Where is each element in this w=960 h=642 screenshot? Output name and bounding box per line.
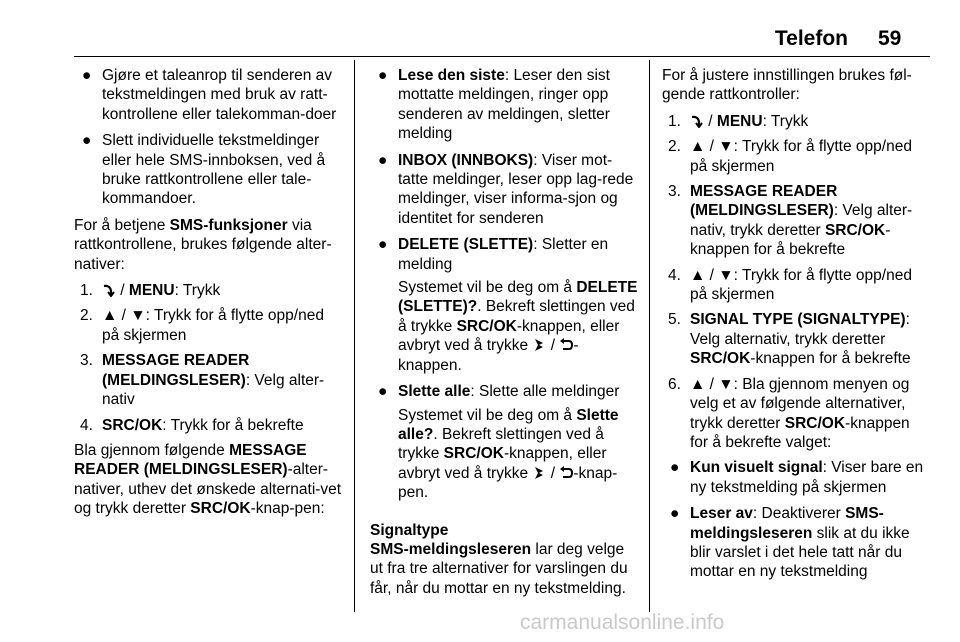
text: /	[705, 266, 719, 284]
text: . Bekreft slettingen ved å trykke	[398, 298, 635, 335]
text: : Viser bare en ny tekstmelding på skjermen	[690, 459, 924, 496]
step-1	[662, 112, 930, 131]
bold-term: Lese den siste	[398, 67, 505, 84]
step-2	[662, 137, 930, 176]
text: -knappen.	[398, 337, 579, 374]
text: /	[116, 282, 129, 300]
bold-term: MESSAGE READER (MELDINGSLESER)	[690, 183, 838, 220]
bullet-text: Slett individuelle tekstmeldinger eller hele SMS-innboksen, ved å bruke rattkontrollene eller tale-kommandoer.	[102, 132, 326, 208]
column-middle	[370, 66, 638, 605]
bold-term: Leser av	[690, 505, 753, 523]
text: : Trykk for å flytte opp/ned på skjermen	[690, 266, 912, 304]
step-3	[662, 182, 930, 260]
bold-term: DELETE (SLETTE)	[398, 236, 534, 254]
up-arrow-icon: ▲	[690, 266, 706, 284]
text: Bla gjennom følgende	[74, 441, 230, 459]
bold-term: SRC/OK	[456, 317, 517, 335]
text: : Trykk	[174, 282, 221, 300]
text: : Trykk for å bekrefte	[162, 416, 304, 434]
text: : Velg alter-nativ, trykk deretter	[690, 202, 913, 239]
text: /	[704, 112, 717, 130]
text: /	[705, 138, 719, 156]
down-arrow-icon: ▼	[130, 307, 146, 325]
list-item	[662, 458, 930, 497]
text: : Velg alter-nativ	[102, 371, 325, 409]
list-item	[662, 504, 930, 582]
step-6	[662, 375, 930, 453]
bold-term: SRC/OK	[784, 414, 846, 432]
down-arrow-icon: ▼	[718, 375, 734, 393]
text: /	[546, 337, 560, 355]
step-5	[662, 310, 930, 368]
bold-term: Slette alle?	[398, 406, 619, 443]
bold-term: MESSAGE READER (MELDINGSLESER)	[102, 352, 250, 389]
list-item	[74, 131, 342, 209]
mute-icon	[532, 466, 546, 480]
text: lar deg velge ut fra tre alternativer for varslingen du får, når du mottar en ny tekstmelding.	[370, 540, 628, 597]
watermark: carmanualsonline.info	[520, 611, 725, 634]
paragraph	[74, 441, 342, 519]
bold-term: SMS-meldingsleseren	[370, 540, 532, 558]
back-arrow-icon	[559, 466, 573, 480]
bullet: ●	[670, 459, 680, 477]
bullet: ●	[82, 67, 92, 84]
running-title: Telefon	[774, 27, 848, 50]
step-number: 1.	[80, 282, 93, 300]
bullet-text: Gjøre et taleanrop til senderen av tekstmeldingen med bruk av ratt-kontrollene eller talekomman-doer	[102, 67, 337, 123]
step-number: 3.	[80, 352, 93, 370]
column-left	[74, 66, 342, 526]
paragraph	[74, 216, 342, 274]
up-arrow-icon: ▲	[690, 138, 706, 156]
text: -knappen for å bekrefte	[690, 221, 891, 259]
text: via rattkontrollene, brukes følgende alter-nativer:	[74, 216, 332, 273]
bold-term: SRC/OK	[443, 445, 504, 463]
paragraph: For å justere innstillingen brukes føl-gende rattkontroller:	[662, 67, 912, 104]
text: : Trykk for å flytte opp/ned på skjermen	[690, 138, 912, 175]
bold-term: SMS-funksjoner	[169, 216, 288, 234]
up-arrow-icon: ▲	[690, 375, 706, 393]
step-3	[74, 351, 342, 409]
bold-term: MESSAGE READER (MELDINGSLESER)	[74, 441, 307, 479]
column-divider	[649, 60, 650, 612]
text: -knappen, eller avbryt ved å trykke	[398, 317, 620, 355]
bold-term: SRC/OK	[824, 221, 886, 239]
bold-term: SRC/OK	[190, 500, 251, 518]
bold-term: Kun visuelt signal	[690, 459, 823, 477]
bold-term: SIGNAL TYPE (SIGNALTYPE)	[690, 311, 906, 329]
text: : Deaktiverer	[752, 505, 846, 523]
sub-paragraph	[370, 278, 638, 375]
bold-term: INBOX (INNBOKS)	[398, 151, 534, 169]
text: -knap-pen.	[398, 464, 618, 502]
bold-term: DELETE (SLETTE)?	[398, 279, 638, 316]
text: : Trykk for å flytte opp/ned på skjermen	[102, 307, 324, 344]
step-number: 3.	[668, 183, 681, 201]
hook-arrow-icon	[690, 114, 704, 128]
down-arrow-icon: ▼	[718, 266, 734, 284]
step-number: 2.	[80, 307, 93, 325]
back-arrow-icon	[559, 338, 573, 352]
mute-icon	[532, 338, 546, 352]
step-2	[74, 306, 342, 345]
page-number: 59	[878, 27, 902, 50]
bullet: ●	[378, 236, 388, 254]
list-item	[370, 382, 638, 401]
step-number: 1.	[668, 112, 681, 130]
text: : Leser den sist mottatte meldingen, ringer opp senderen av meldingen, sletter melding	[398, 67, 610, 143]
sub-paragraph	[370, 406, 638, 503]
bullet: ●	[378, 383, 388, 401]
text: . Bekreft slettingen ved å trykke	[398, 425, 604, 463]
list-item	[370, 151, 638, 229]
paragraph	[370, 540, 638, 598]
hook-arrow-icon	[102, 283, 116, 297]
text: : Sletter en melding	[398, 236, 609, 273]
step-number: 5.	[668, 311, 681, 329]
text: -alter-nativer, uthev det ønskede alternati-vet og trykk deretter	[74, 461, 342, 518]
column-divider	[354, 60, 355, 612]
bold-term: MENU	[128, 282, 175, 300]
text: : Velg alternativ, trykk deretter	[690, 311, 910, 348]
text: : Viser mot-tatte meldinger, leser opp lag-rede meldinger, viser informa-sjon og identitet for senderen	[398, 151, 634, 227]
bullet: ●	[670, 505, 680, 523]
down-arrow-icon: ▼	[718, 138, 734, 156]
text: Systemet vil be deg om å	[398, 406, 577, 424]
list-item	[370, 66, 638, 144]
text: : Slette alle meldinger	[470, 383, 620, 401]
column-right	[662, 66, 930, 589]
bold-term: MENU	[716, 112, 763, 130]
bullet: ●	[378, 151, 388, 169]
bold-term: SRC/OK	[102, 416, 163, 434]
header-rule	[74, 56, 930, 57]
text: Systemet vil be deg om å	[398, 279, 577, 297]
step-4	[74, 416, 342, 435]
step-number: 4.	[668, 266, 681, 284]
text: : Bla gjennom menyen og velg et av følgende alternativer, trykk deretter	[690, 375, 910, 432]
bold-term: Slette alle	[398, 383, 471, 401]
text: slik at du ikke blir varslet i det hele tatt når du mottar en ny tekstmelding	[690, 524, 910, 581]
step-number: 4.	[80, 416, 93, 434]
text: -knappen for å bekrefte valget:	[690, 414, 910, 451]
list-item	[370, 235, 638, 274]
text: -knappen for å bekrefte	[750, 350, 911, 368]
step-number: 6.	[668, 375, 681, 393]
text: /	[705, 375, 719, 393]
section-heading: Signaltype	[370, 521, 449, 539]
text: For å betjene	[74, 216, 170, 234]
step-1	[74, 281, 342, 300]
bold-term: SMS-meldingsleseren	[690, 505, 884, 542]
text: -knap-pen:	[250, 500, 325, 518]
bullet: ●	[378, 67, 388, 84]
text: /	[546, 464, 560, 482]
up-arrow-icon: ▲	[102, 307, 118, 325]
text: -knappen, eller avbryt ved å trykke	[398, 445, 607, 482]
step-number: 2.	[668, 138, 681, 156]
list-item	[74, 66, 342, 124]
step-4	[662, 266, 930, 305]
bold-term: SRC/OK	[690, 350, 751, 368]
text: : Trykk	[762, 112, 809, 130]
bullet: ●	[82, 132, 92, 150]
text: /	[117, 307, 131, 325]
